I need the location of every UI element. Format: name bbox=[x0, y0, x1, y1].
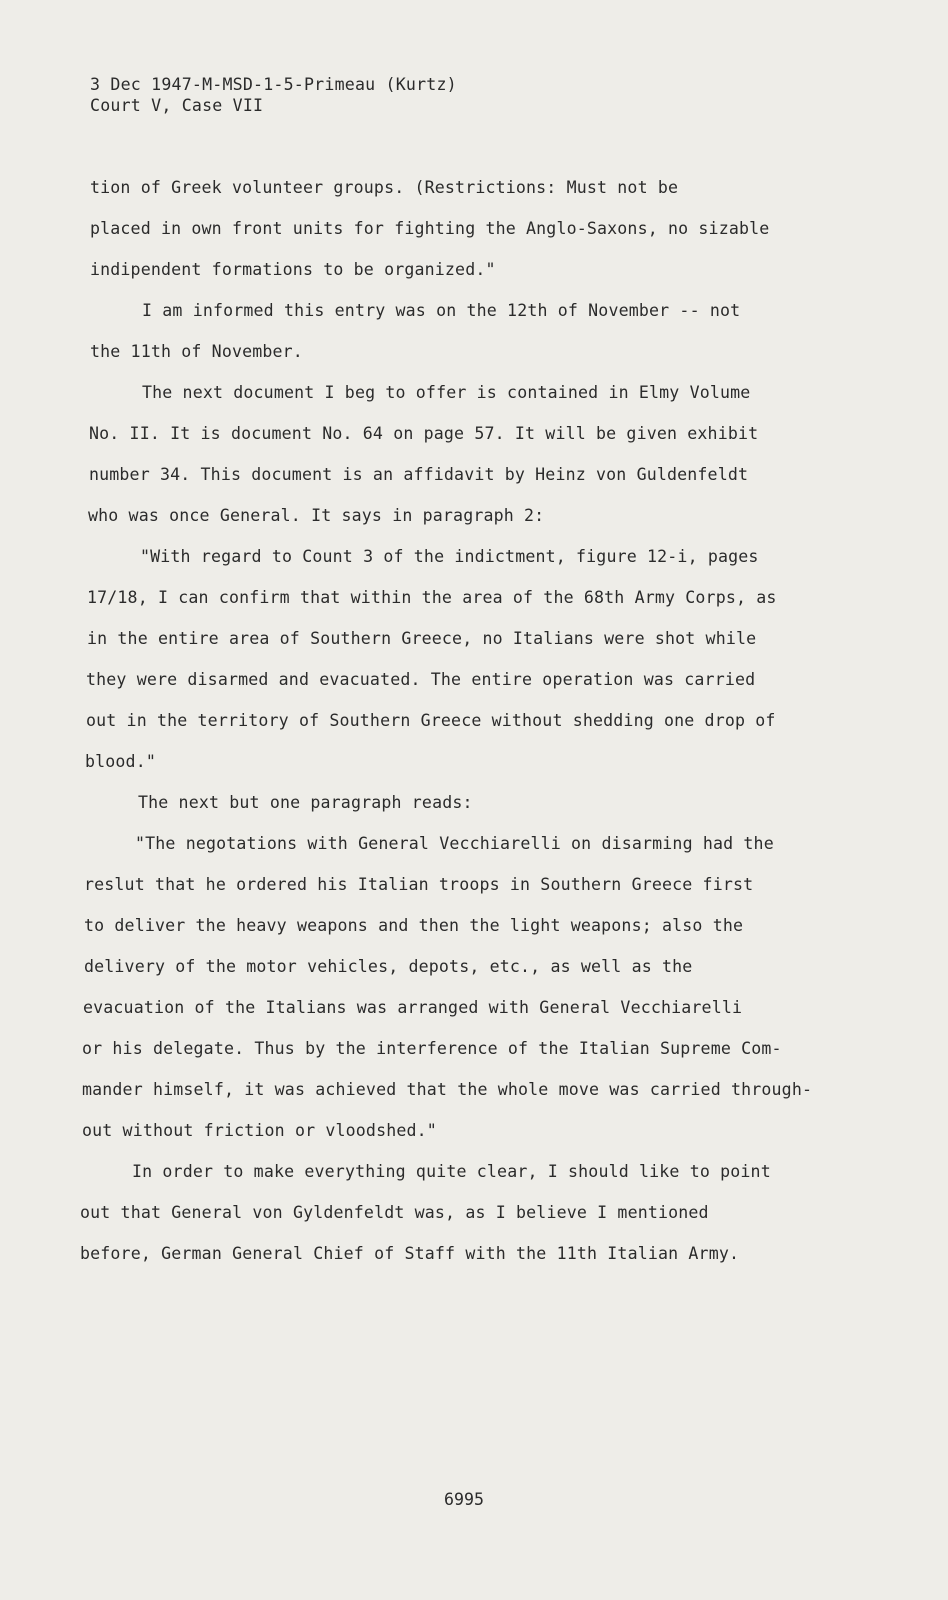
text-line: blood." bbox=[85, 752, 156, 771]
text-line: placed in own front units for fighting the Anglo-Saxons, no sizable bbox=[90, 219, 770, 238]
text-line: delivery of the motor vehicles, depots, etc., as well as the bbox=[84, 957, 693, 976]
text-line: the 11th of November. bbox=[90, 342, 303, 361]
header-line-date: 3 Dec 1947-M-MSD-1-5-Primeau (Kurtz) bbox=[90, 75, 457, 94]
text-line: to deliver the heavy weapons and then the light weapons; also the bbox=[84, 916, 744, 935]
text-line: 17/18, I can confirm that within the area of the 68th Army Corps, as bbox=[87, 588, 777, 607]
text-line: mander himself, it was achieved that the whole move was carried through- bbox=[82, 1080, 813, 1099]
document-header bbox=[90, 74, 457, 116]
text-line: The next but one paragraph reads: bbox=[138, 793, 473, 812]
text-line: out without friction or vloodshed." bbox=[82, 1121, 437, 1140]
text-line: out in the territory of Southern Greece without shedding one drop of bbox=[86, 711, 776, 730]
text-line: number 34. This document is an affidavit by Heinz von Guldenfeldt bbox=[89, 465, 749, 484]
text-line: evacuation of the Italians was arranged with General Vecchiarelli bbox=[83, 998, 743, 1017]
text-line: who was once General. It says in paragraph 2: bbox=[88, 506, 545, 525]
text-line: before, German General Chief of Staff with the 11th Italian Army. bbox=[80, 1244, 740, 1263]
text-line: I am informed this entry was on the 12th of November -- not bbox=[142, 301, 741, 320]
header-line-court: Court V, Case VII bbox=[90, 96, 264, 115]
text-line: The next document I beg to offer is contained in Elmy Volume bbox=[142, 383, 751, 402]
text-line: in the entire area of Southern Greece, no Italians were shot while bbox=[87, 629, 757, 648]
text-line: out that General von Gyldenfeldt was, as I believe I mentioned bbox=[80, 1203, 709, 1222]
text-line: indipendent formations to be organized." bbox=[90, 260, 496, 279]
text-line: "With regard to Count 3 of the indictment, figure 12-i, pages bbox=[140, 547, 759, 566]
text-line: No. II. It is document No. 64 on page 57. It will be given exhibit bbox=[89, 424, 759, 443]
text-line: reslut that he ordered his Italian troops in Southern Greece first bbox=[84, 875, 754, 894]
text-line: In order to make everything quite clear, I should like to point bbox=[132, 1162, 771, 1181]
text-line: tion of Greek volunteer groups. (Restrictions: Must not be bbox=[90, 178, 679, 197]
text-line: "The negotations with General Vecchiarelli on disarming had the bbox=[135, 834, 774, 853]
text-line: they were disarmed and evacuated. The entire operation was carried bbox=[86, 670, 756, 689]
text-line: or his delegate. Thus by the interference of the Italian Supreme Com- bbox=[82, 1039, 782, 1058]
page-number: 6995 bbox=[444, 1490, 484, 1509]
